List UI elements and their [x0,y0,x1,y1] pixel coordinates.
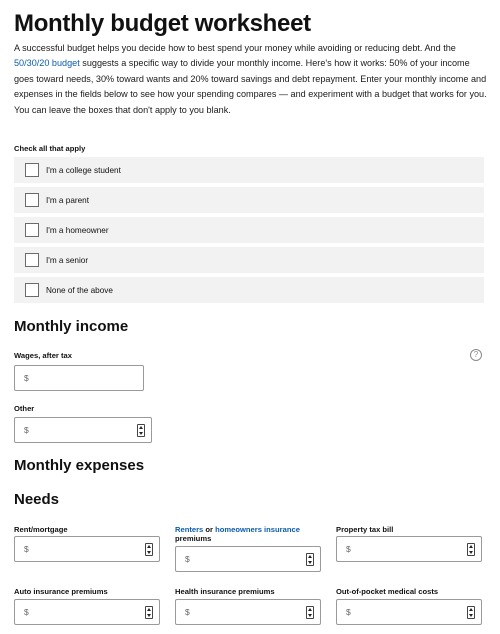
checkbox-parent[interactable] [25,193,39,207]
monthly-expenses-heading: Monthly expenses [14,457,145,474]
health-insurance-label: Health insurance premiums [175,587,275,596]
rent-mortgage-label: Rent/mortgage [14,525,68,534]
renters-insurance-input[interactable] [175,546,321,572]
number-stepper-icon[interactable] [145,543,153,556]
renters-link[interactable]: Renters [175,525,204,534]
needs-heading: Needs [14,491,60,508]
auto-insurance-label: Auto insurance premiums [14,587,108,596]
number-stepper-icon[interactable] [306,553,314,566]
wages-label: Wages, after tax [14,351,72,360]
checkbox-label-parent: I'm a parent [46,195,89,205]
number-stepper-icon[interactable] [306,606,314,619]
checkbox-row-senior[interactable] [14,247,484,273]
renters-or-text: or [203,525,216,534]
rent-mortgage-input[interactable] [14,536,160,562]
other-income-label: Other [14,404,35,413]
checkbox-college-student[interactable] [25,163,39,177]
dollar-prefix: $ [185,607,190,617]
renters-insurance-label [175,525,325,543]
checklist-heading: Check all that apply [14,144,86,153]
dollar-prefix: $ [346,544,351,554]
checkbox-row-homeowner[interactable] [14,217,484,243]
page-title: Monthly budget worksheet [14,10,311,37]
budget-50-30-20-link[interactable]: 50/30/20 budget [14,58,80,69]
number-stepper-icon[interactable] [467,543,475,556]
number-stepper-icon[interactable] [137,424,145,437]
homeowners-insurance-link[interactable]: homeowners insurance [215,525,300,534]
property-tax-input[interactable] [336,536,482,562]
intro-text-end: suggests a specific way to divide your monthly income. Here's how it works: 50% of your income goes toward needs, 30% toward wants and 20% toward savings and debt repayment. Enter your monthly income and expenses in the fields below to see how your spending compares — and experiment with a budget that works for you. You can leave the boxes that don't apply to you blank. [14,58,487,115]
number-stepper-icon[interactable] [467,606,475,619]
other-income-input[interactable] [14,417,152,443]
health-insurance-input[interactable] [175,599,321,625]
checkbox-label-none: None of the above [46,285,113,295]
dollar-prefix: $ [24,373,29,383]
checkbox-label-homeowner: I'm a homeowner [46,225,109,235]
number-stepper-icon[interactable] [145,606,153,619]
checkbox-label-senior: I'm a senior [46,255,89,265]
monthly-income-heading: Monthly income [14,318,129,335]
property-tax-label: Property tax bill [336,525,394,534]
checkbox-senior[interactable] [25,253,39,267]
premiums-text: premiums [175,534,212,543]
checkbox-label-college-student: I'm a college student [46,165,121,175]
help-question-icon[interactable]: ? [470,349,482,361]
dollar-prefix: $ [24,607,29,617]
wages-input[interactable] [14,365,144,391]
medical-costs-label: Out-of-pocket medical costs [336,587,439,596]
checkbox-homeowner[interactable] [25,223,39,237]
auto-insurance-input[interactable] [14,599,160,625]
checkbox-row-college-student[interactable] [14,157,484,183]
checkbox-row-parent[interactable] [14,187,484,213]
dollar-prefix: $ [24,425,29,435]
dollar-prefix: $ [24,544,29,554]
intro-paragraph [14,41,488,118]
checkbox-none-of-the-above[interactable] [25,283,39,297]
intro-text-start: A successful budget helps you decide how to best spend your money while avoiding or reducing debt. And the [14,43,456,53]
checkbox-row-none[interactable] [14,277,484,303]
medical-costs-input[interactable] [336,599,482,625]
dollar-prefix: $ [185,554,190,564]
dollar-prefix: $ [346,607,351,617]
